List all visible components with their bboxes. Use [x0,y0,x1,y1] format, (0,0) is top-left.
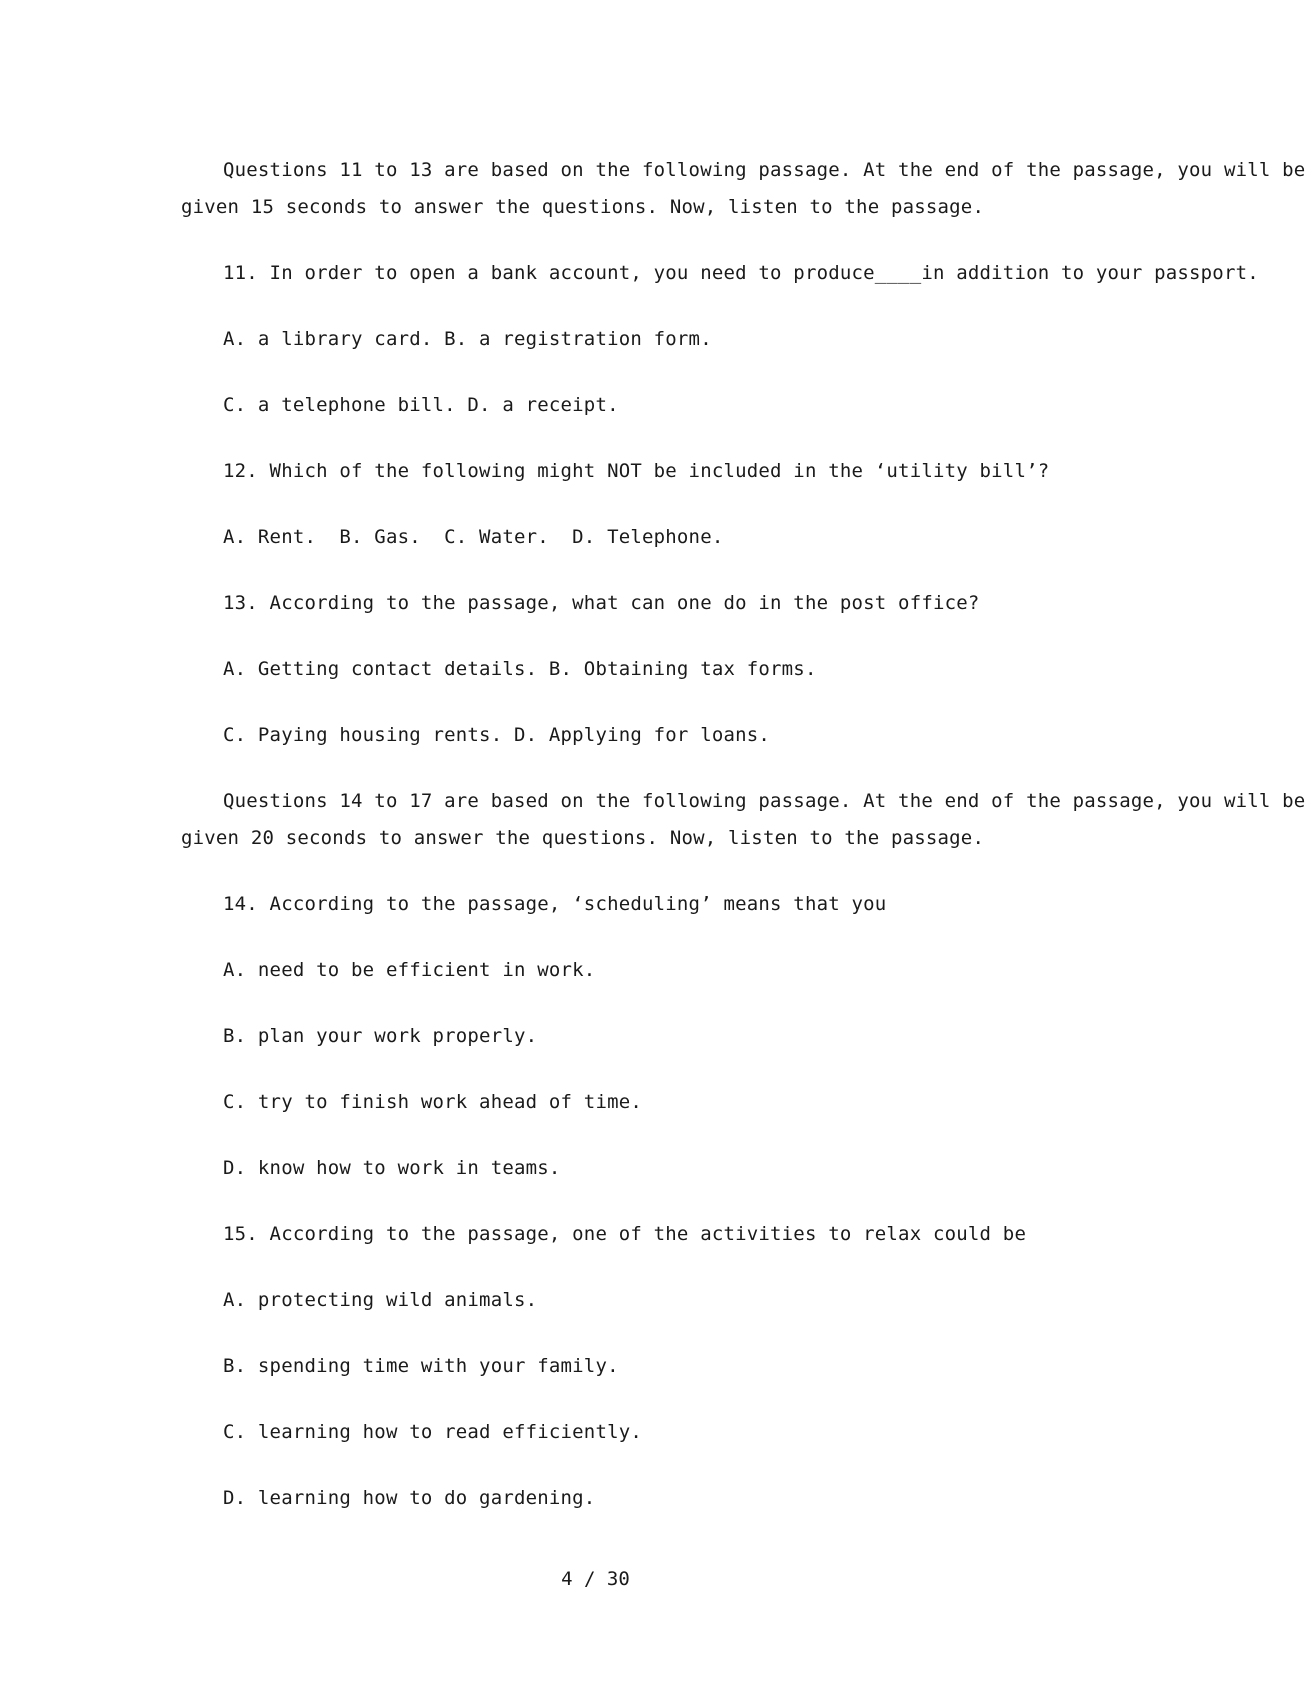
question-12-options: A. Rent. B. Gas. C. Water. D. Telephone. [223,526,724,548]
question-14-option-a: A. need to be efficient in work. [223,959,596,981]
question-14-option-c: C. try to finish work ahead of time. [223,1091,643,1113]
question-15-option-b: B. spending time with your family. [223,1355,619,1377]
question-11-stem: 11. In order to open a bank account, you need to produce____in addition to your passport. [223,262,1259,284]
section-intro-questions-14-17-continued: given 20 seconds to answer the questions. Now, listen to the passage. [181,827,985,849]
question-15-option-a: A. protecting wild animals. [223,1289,538,1311]
section-intro-questions-11-13-continued: given 15 seconds to answer the questions. Now, listen to the passage. [181,196,985,218]
page-number: 4 / 30 [561,1568,630,1590]
question-15-option-d: D. learning how to do gardening. [223,1487,596,1509]
section-intro-questions-14-17: Questions 14 to 17 are based on the following passage. At the end of the passage, you will be [223,790,1305,812]
question-13-stem: 13. According to the passage, what can one do in the post office? [223,592,980,614]
question-11-options-a-b: A. a library card. B. a registration form. [223,328,712,350]
question-14-stem: 14. According to the passage, ‘scheduling’ means that you [223,893,887,915]
question-13-options-a-b: A. Getting contact details. B. Obtaining tax forms. [223,658,817,680]
question-14-option-b: B. plan your work properly. [223,1025,538,1047]
section-intro-questions-11-13: Questions 11 to 13 are based on the following passage. At the end of the passage, you will be [223,159,1305,181]
question-15-option-c: C. learning how to read efficiently. [223,1421,643,1443]
question-13-options-c-d: C. Paying housing rents. D. Applying for loans. [223,724,771,746]
question-11-options-c-d: C. a telephone bill. D. a receipt. [223,394,619,416]
question-15-stem: 15. According to the passage, one of the activities to relax could be [223,1223,1027,1245]
question-14-option-d: D. know how to work in teams. [223,1157,561,1179]
question-12-stem: 12. Which of the following might NOT be included in the ‘utility bill’? [223,460,1050,482]
